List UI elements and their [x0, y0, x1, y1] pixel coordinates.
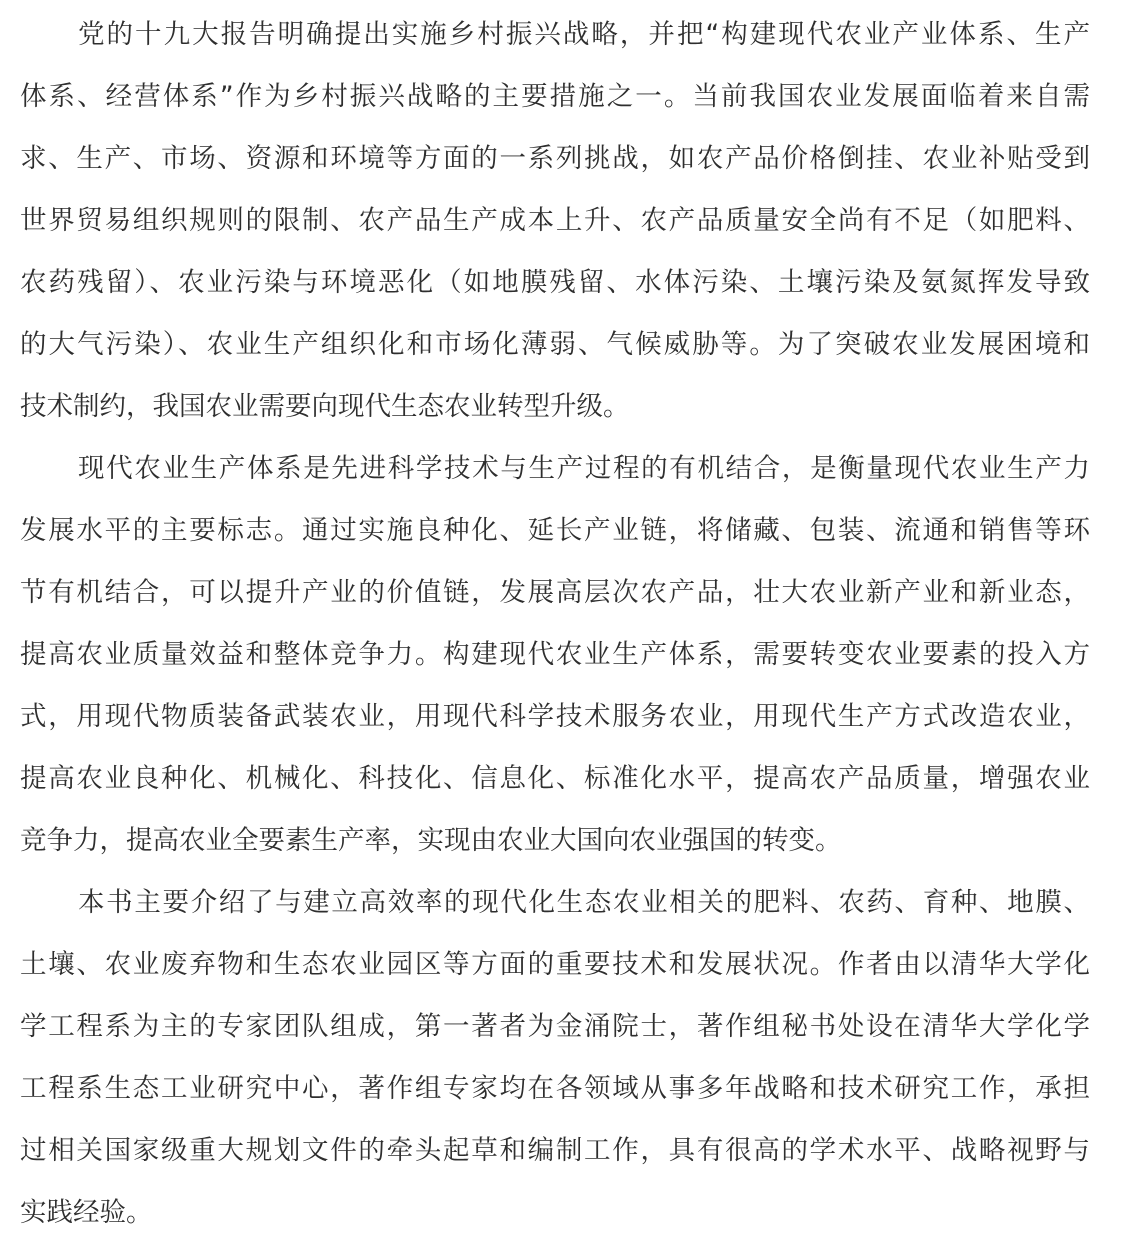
- text-line: 学工程系为主的专家团队组成，第一著者为金涌院士，著作组秘书处设在清华大学化学: [20, 1011, 1090, 1042]
- text-line: 求、生产、市场、资源和环境等方面的一系列挑战，如农产品价格倒挂、农业补贴受到: [20, 143, 1090, 174]
- text-line: 过相关国家级重大规划文件的牵头起草和编制工作，具有很高的学术水平、战略视野与: [20, 1135, 1090, 1166]
- text-line: 提高农业良种化、机械化、科技化、信息化、标准化水平，提高农产品质量，增强农业: [20, 763, 1090, 794]
- text-line: 体系、经营体系”作为乡村振兴战略的主要措施之一。当前我国农业发展面临着来自需: [20, 81, 1090, 112]
- text-line: 发展水平的主要标志。通过实施良种化、延长产业链，将储藏、包装、流通和销售等环: [20, 515, 1090, 546]
- text-line: 土壤、农业废弃物和生态农业园区等方面的重要技术和发展状况。作者由以清华大学化: [20, 949, 1090, 980]
- text-line: 党的十九大报告明确提出实施乡村振兴战略，并把“构建现代农业产业体系、生产: [78, 19, 1090, 50]
- paragraph-3: [20, 872, 1090, 1244]
- text-line: 节有机结合，可以提升产业的价值链，发展高层次农产品，壮大农业新产业和新业态，: [20, 577, 1090, 608]
- text-line: 世界贸易组织规则的限制、农产品生产成本上升、农产品质量安全尚有不足（如肥料、: [20, 205, 1090, 236]
- text-line: 技术制约，我国农业需要向现代生态农业转型升级。: [20, 391, 630, 422]
- text-line: 的大气污染）、农业生产组织化和市场化薄弱、气候威胁等。为了突破农业发展困境和: [20, 329, 1090, 360]
- paragraph-2: [20, 438, 1090, 872]
- document-body: [20, 4, 1090, 1244]
- text-line: 竞争力，提高农业全要素生产率，实现由农业大国向农业强国的转变。: [20, 825, 842, 856]
- text-line: 实践经验。: [20, 1197, 153, 1228]
- text-line: 现代农业生产体系是先进科学技术与生产过程的有机结合，是衡量现代农业生产力: [78, 453, 1090, 484]
- paragraph-1: [20, 4, 1090, 438]
- text-line: 式，用现代物质装备武装农业，用现代科学技术服务农业，用现代生产方式改造农业，: [20, 701, 1090, 732]
- text-line: 本书主要介绍了与建立高效率的现代化生态农业相关的肥料、农药、育种、地膜、: [78, 887, 1090, 918]
- text-line: 工程系生态工业研究中心，著作组专家均在各领域从事多年战略和技术研究工作，承担: [20, 1073, 1090, 1104]
- text-line: 农药残留）、农业污染与环境恶化（如地膜残留、水体污染、土壤污染及氨氮挥发导致: [20, 267, 1090, 298]
- text-line: 提高农业质量效益和整体竞争力。构建现代农业生产体系，需要转变农业要素的投入方: [20, 639, 1090, 670]
